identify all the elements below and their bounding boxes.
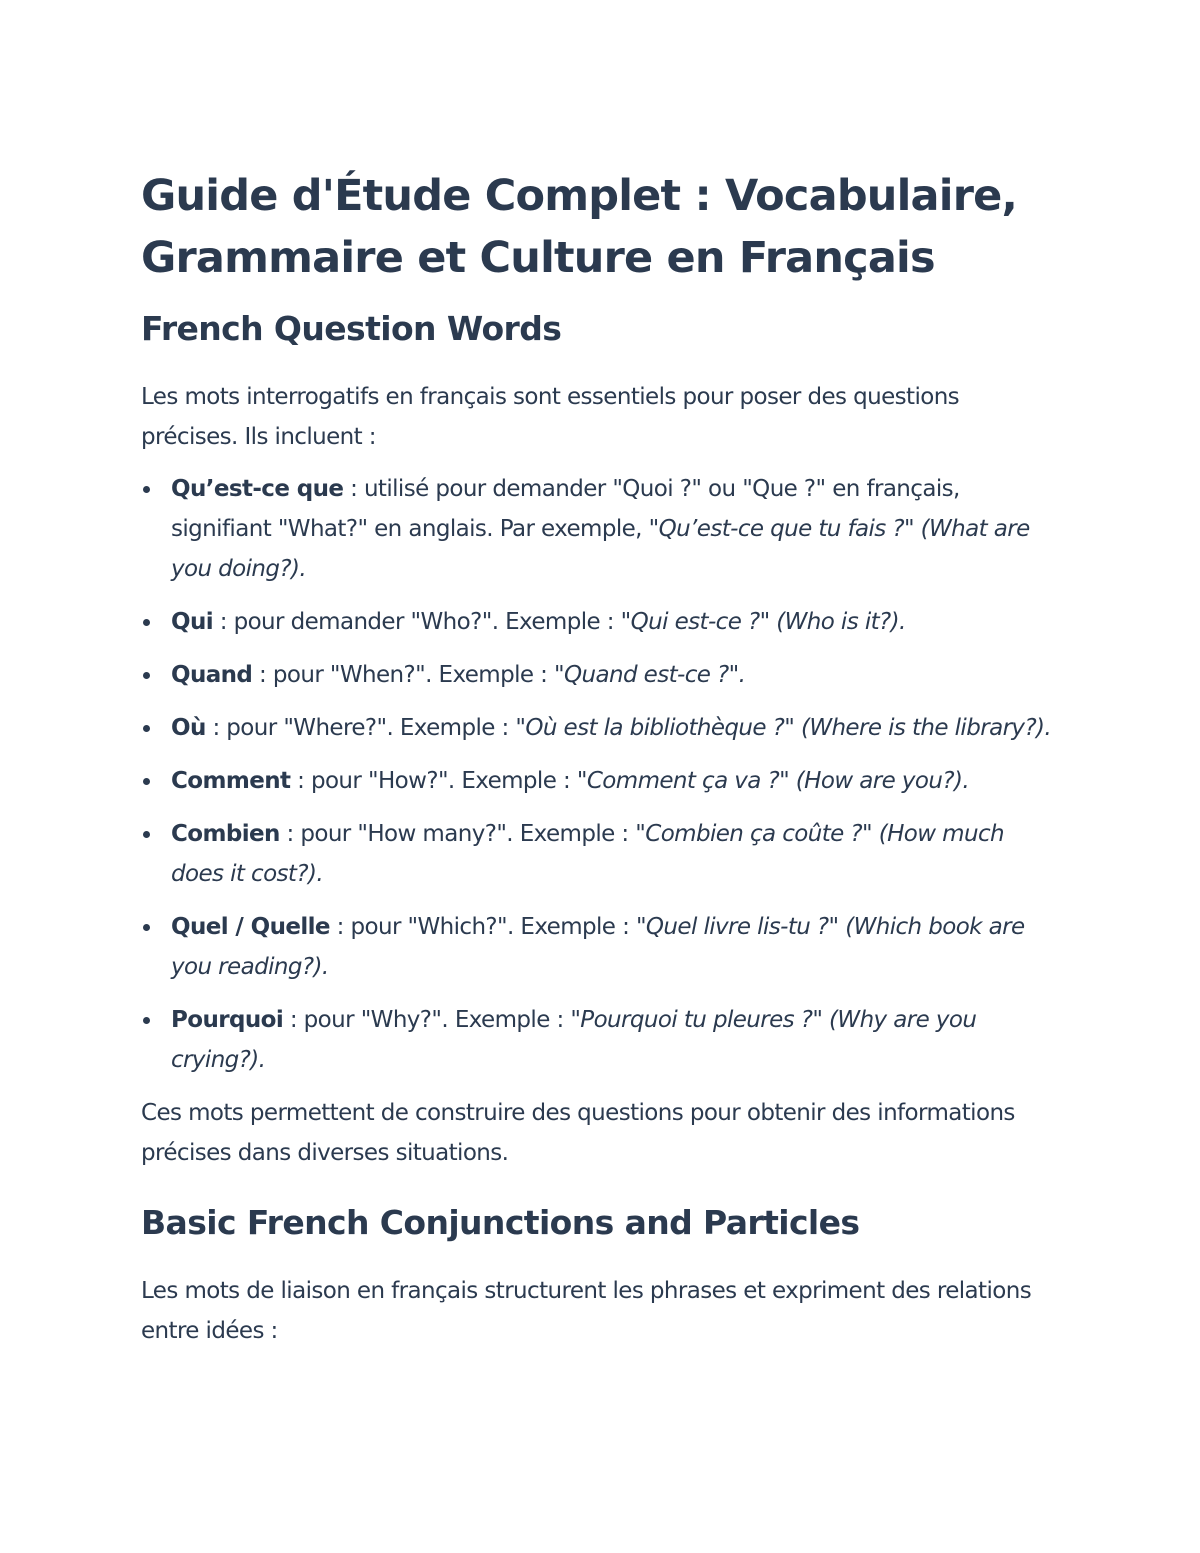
term: Qui — [171, 609, 214, 635]
term: Quel / Quelle — [171, 914, 330, 940]
list-item — [141, 708, 1061, 748]
document-title: Guide d'Étude Complet : Vocabulaire, Grammaire et Culture en Français — [141, 171, 1018, 283]
section-heading-question-words: French Question Words — [141, 309, 562, 348]
section-heading-conjunctions: Basic French Conjunctions and Particles — [141, 1203, 860, 1242]
list-item — [141, 907, 1061, 987]
list-item — [141, 469, 1061, 589]
description: : pour "How many?". Exemple : — [279, 821, 636, 847]
example: "Pourquoi tu pleures ?" (Why are you crying?). — [171, 1007, 977, 1073]
term: Quand — [171, 662, 253, 688]
term: Comment — [171, 768, 291, 794]
example: "Combien ça coûte ?" (How much does it cost?). — [171, 821, 1004, 887]
example: "Quel livre lis-tu ?" (Which book are you reading?). — [171, 914, 1025, 980]
description: : pour demander "Who?". Exemple : — [213, 609, 621, 635]
bullet-icon — [143, 831, 150, 838]
bullet-icon — [143, 1017, 150, 1024]
description: : pour "How?". Exemple : — [290, 768, 577, 794]
example: "Qui est-ce ?" (Who is it?). — [620, 609, 906, 635]
list-item — [141, 602, 1061, 642]
description: : pour "Which?". Exemple : — [329, 914, 636, 940]
list-item — [141, 814, 1061, 894]
description: : pour "Where?". Exemple : — [205, 715, 516, 741]
bullet-icon — [143, 486, 150, 493]
description: : pour "When?". Exemple : — [252, 662, 555, 688]
list-item — [141, 655, 1061, 695]
term: Où — [171, 715, 206, 741]
bullet-icon — [143, 619, 150, 626]
conjunctions-intro: Les mots de liaison en français structurent les phrases et expriment des relations entre idées : — [141, 1278, 1032, 1344]
bullet-icon — [143, 725, 150, 732]
example: "Comment ça va ?" (How are you?). — [576, 768, 970, 794]
example: "Quand est-ce ?". — [554, 662, 746, 688]
question-words-outro: Ces mots permettent de construire des questions pour obtenir des informations précises dans diverses situations. — [141, 1100, 1015, 1166]
term: Combien — [171, 821, 280, 847]
example: "Qu’est-ce que tu fais ?" (What are you doing?). — [171, 516, 1030, 582]
description: : pour "Why?". Exemple : — [283, 1007, 571, 1033]
example: "Où est la bibliothèque ?" (Where is the library?). — [515, 715, 1052, 741]
question-words-intro: Les mots interrogatifs en français sont essentiels pour poser des questions précises. Ils incluent : — [141, 384, 960, 450]
bullet-icon — [143, 672, 150, 679]
list-item — [141, 761, 1061, 801]
bullet-icon — [143, 778, 150, 785]
document-page — [141, 165, 1061, 1351]
bullet-icon — [143, 924, 150, 931]
description: : utilisé pour demander "Quoi ?" ou "Que ?" en français, signifiant "What?" en anglais. Par exemple, — [171, 476, 960, 542]
term: Qu’est-ce que — [171, 476, 344, 502]
term: Pourquoi — [171, 1007, 284, 1033]
question-words-list — [141, 469, 1061, 1080]
list-item — [141, 1000, 1061, 1080]
